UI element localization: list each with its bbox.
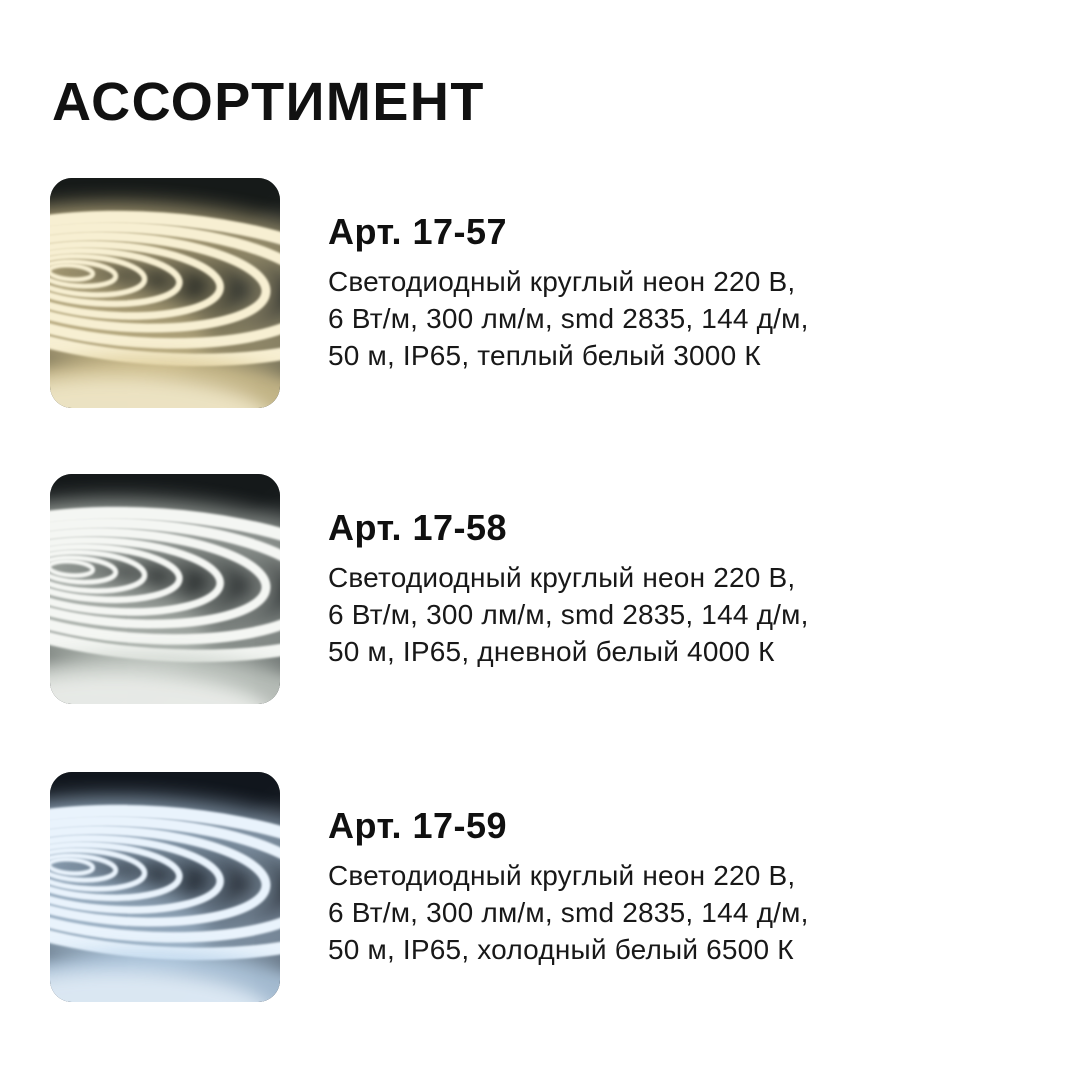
page-title: АССОРТИМЕНТ (52, 72, 485, 132)
product-description (328, 857, 908, 968)
product-description (328, 263, 908, 374)
product-photo-daylight-white (50, 474, 280, 704)
product-article-number: Арт. 17-57 (328, 211, 508, 252)
description-line: Светодиодный круглый неон 220 В, (328, 562, 796, 593)
product-card-17-58 (50, 474, 908, 704)
description-line: 50 м, IP65, теплый белый 3000 К (328, 340, 761, 371)
description-line: 6 Вт/м, 300 лм/м, smd 2835, 144 д/м, (328, 897, 809, 928)
product-info (328, 178, 908, 374)
product-photo-cold-white (50, 772, 280, 1002)
description-line: 6 Вт/м, 300 лм/м, smd 2835, 144 д/м, (328, 303, 809, 334)
product-article-number: Арт. 17-59 (328, 805, 508, 846)
description-line: Светодиодный круглый неон 220 В, (328, 266, 796, 297)
product-photo-warm-white (50, 178, 280, 408)
product-info (328, 772, 908, 968)
product-info (328, 474, 908, 670)
led-coil-graphic (50, 474, 280, 704)
description-line: 50 м, IP65, холодный белый 6500 К (328, 934, 794, 965)
product-description (328, 559, 908, 670)
description-line: Светодиодный круглый неон 220 В, (328, 860, 796, 891)
led-coil-graphic (50, 178, 280, 408)
led-coil-graphic (50, 772, 280, 1002)
product-article-number: Арт. 17-58 (328, 507, 508, 548)
description-line: 50 м, IP65, дневной белый 4000 К (328, 636, 775, 667)
product-card-17-57 (50, 178, 908, 408)
product-card-17-59 (50, 772, 908, 1002)
description-line: 6 Вт/м, 300 лм/м, smd 2835, 144 д/м, (328, 599, 809, 630)
